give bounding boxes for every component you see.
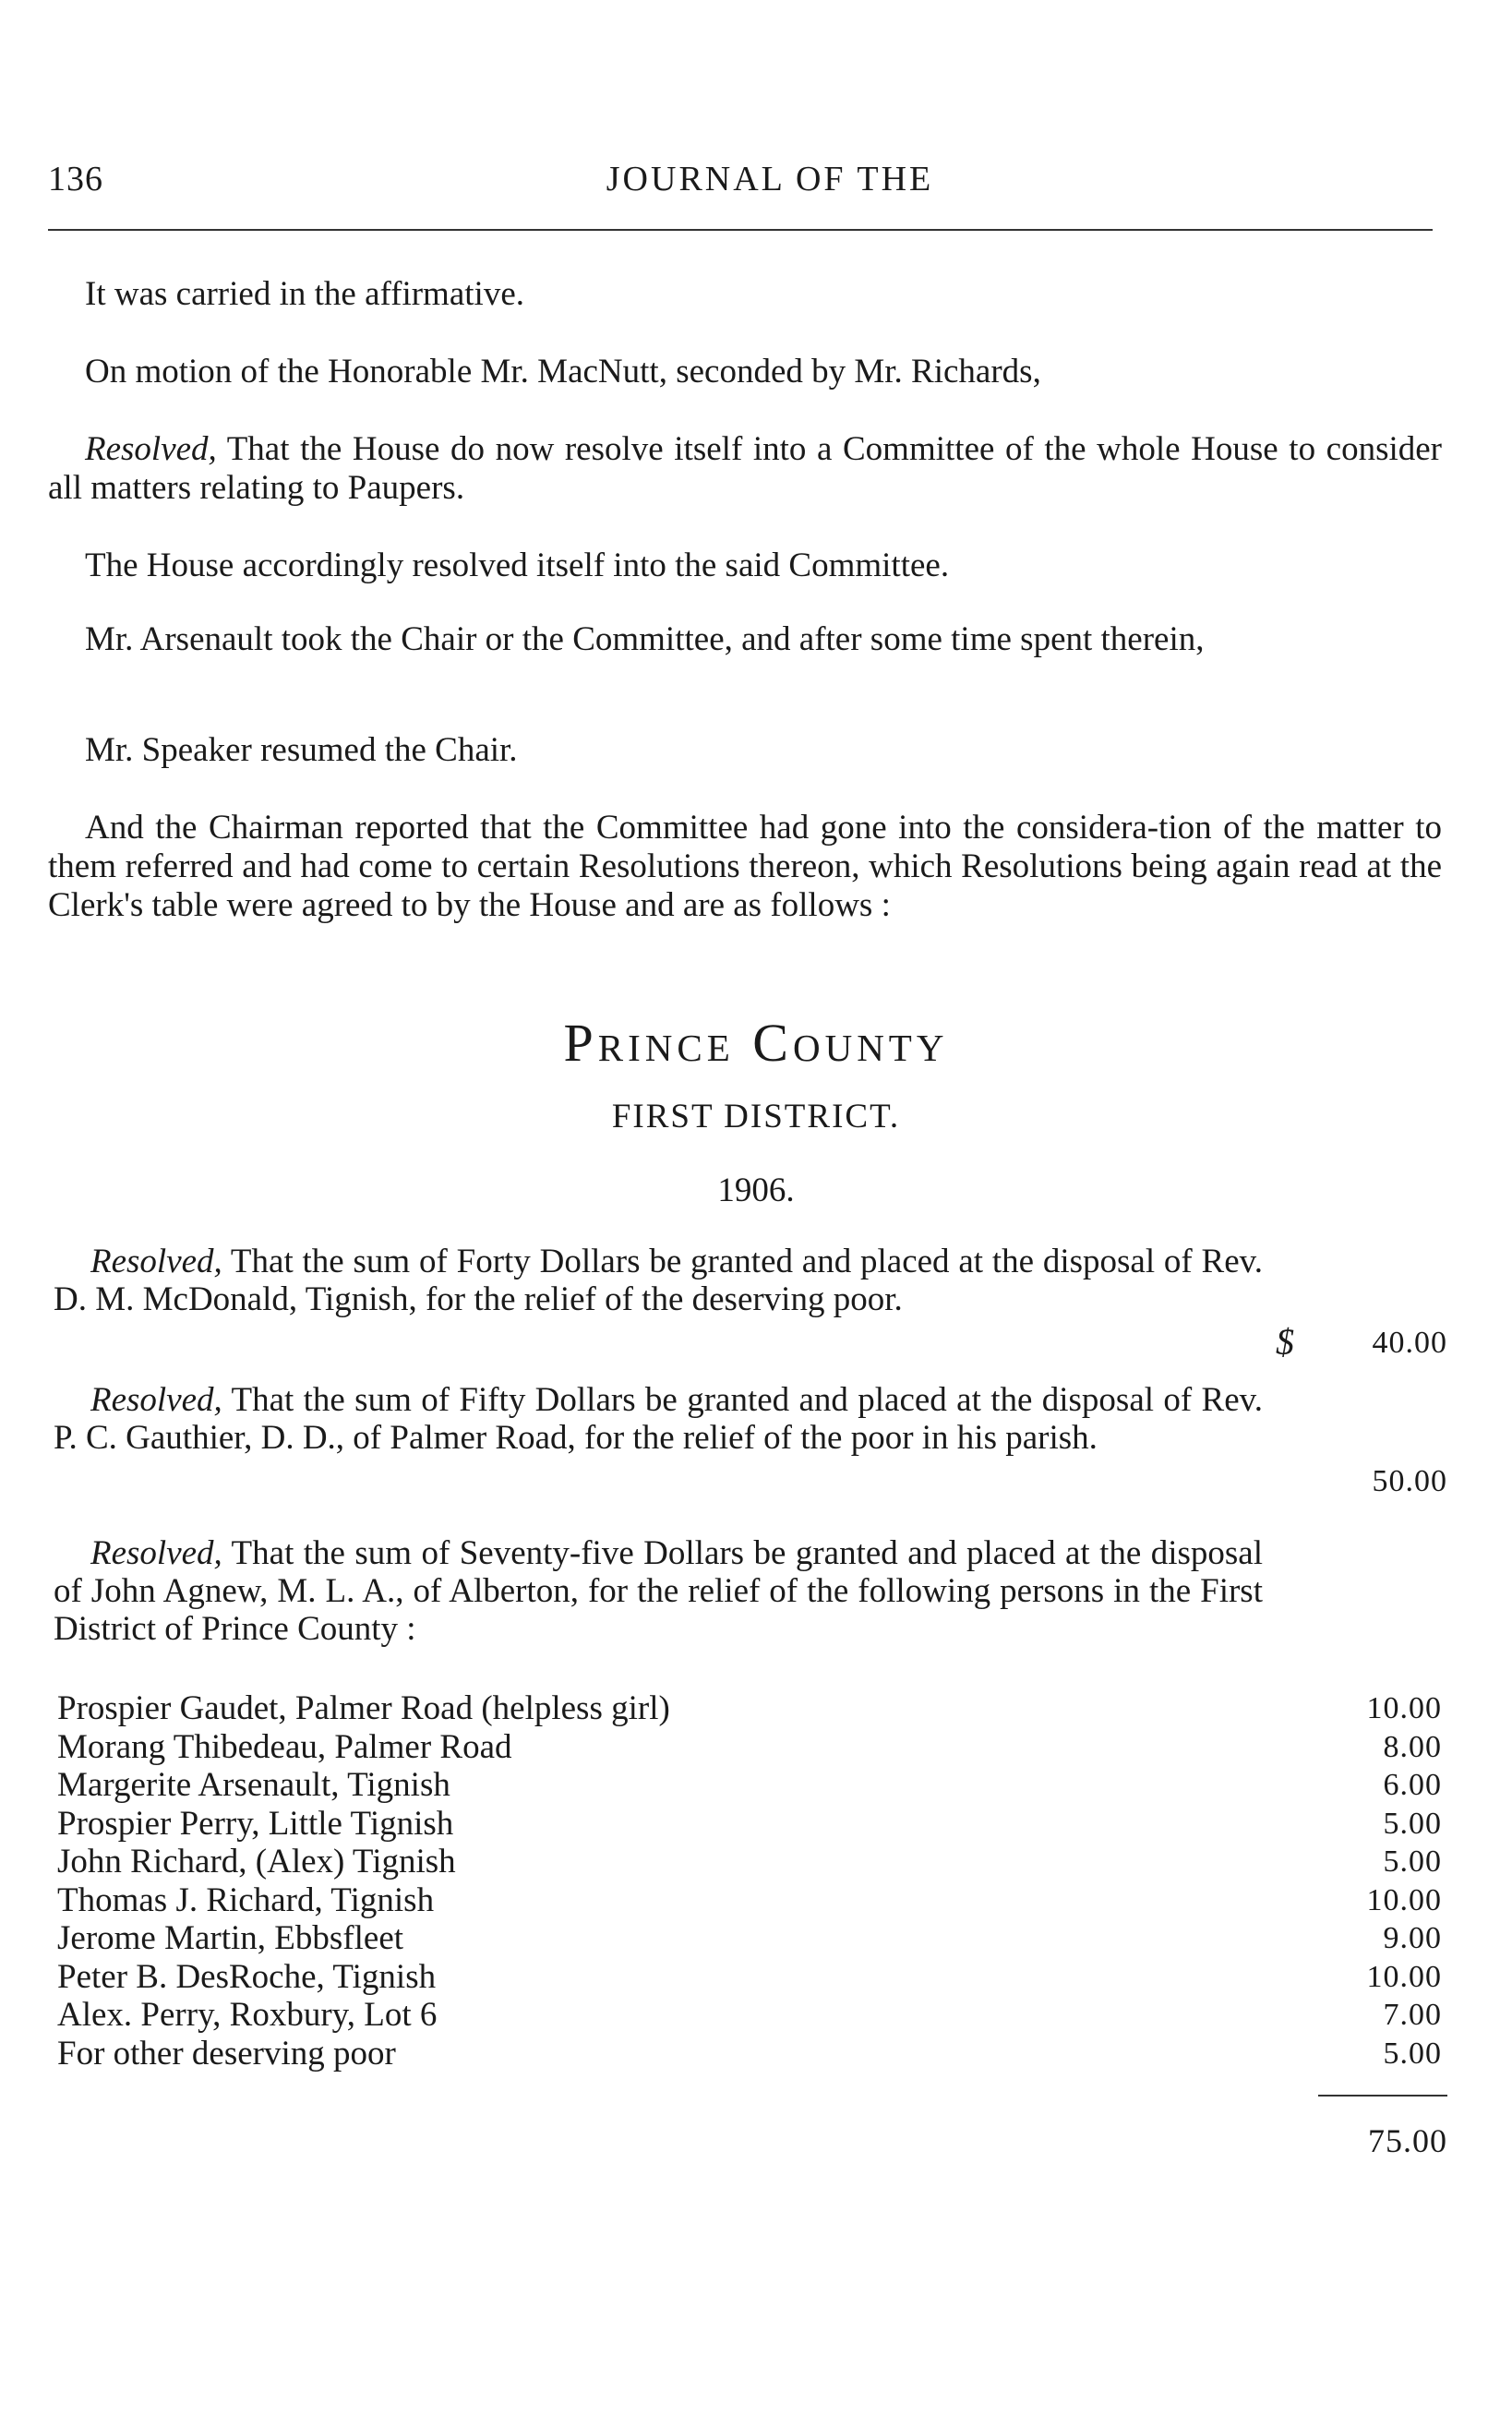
grant-resolution-3 [54, 1534, 1263, 1648]
page-number: 136 [48, 160, 103, 198]
person-name: Prospier Perry, Little Tignish [57, 1804, 454, 1843]
person-amount: 9.00 [1383, 1921, 1442, 1955]
total-rule [1318, 2095, 1447, 2097]
grant-resolution-1 [54, 1243, 1263, 1318]
grant-resolution-2 [54, 1381, 1263, 1457]
list-item [57, 2035, 1442, 2073]
page-header [48, 159, 1433, 205]
list-item [57, 1881, 1442, 1920]
person-name: John Richard, (Alex) Tignish [57, 1843, 456, 1880]
total-amount: 75.00 [1368, 2122, 1447, 2159]
dollar-sign: $ [1276, 1321, 1294, 1363]
running-head: JOURNAL OF THE [606, 160, 934, 198]
list-item [57, 1843, 1442, 1881]
person-amount: 10.00 [1366, 1959, 1442, 1994]
person-name: Jerome Martin, Ebbsfleet [57, 1919, 404, 1957]
list-item [57, 1728, 1442, 1767]
paragraph-motion: On motion of the Honorable Mr. MacNutt, seconded by Mr. Richards, [85, 353, 1041, 390]
person-name: Morang Thibedeau, Palmer Road [57, 1727, 512, 1766]
grant-amount-1: 40.00 [1372, 1326, 1447, 1360]
list-item [57, 1805, 1442, 1844]
resolution-text: That the House do now resolve itself into a Committee of the whole House to consider all matters relating to Paupers. [48, 430, 1442, 507]
grant-amount-2: 50.00 [1372, 1464, 1447, 1498]
grant-text: That the sum of Fifty Dollars be granted and placed at the disposal of Rev. P. C. Gauthier, D. D., of Palmer Road, for the relief of the poor in his parish. [54, 1381, 1263, 1457]
relief-persons-list [57, 1689, 1442, 2073]
list-item [57, 1689, 1442, 1728]
paragraph-affirmative: It was carried in the affirmative. [85, 275, 524, 313]
district-heading: FIRST DISTRICT. [611, 1098, 901, 1135]
list-item [57, 1766, 1442, 1805]
person-amount: 6.00 [1383, 1768, 1442, 1802]
person-amount: 5.00 [1383, 1844, 1442, 1879]
paragraph-resolution-committee [48, 430, 1442, 508]
resolved-label: Resolved, [85, 430, 217, 468]
paragraph-chairman-report: And the Chairman reported that the Committee had gone into the considera-tion of the matter to them referred and had come to certain Resolutions thereon, which Resolutions being again read at the Clerk's table were agreed to by the House and are as follows : [48, 809, 1442, 924]
paragraph-speaker: Mr. Speaker resumed the Chair. [85, 731, 518, 769]
person-amount: 5.00 [1383, 1806, 1442, 1841]
person-name: Margerite Arsenault, Tignish [57, 1766, 450, 1804]
person-name: Peter B. DesRoche, Tignish [57, 1957, 437, 1996]
person-amount: 5.00 [1383, 2036, 1442, 2071]
list-item [57, 1919, 1442, 1958]
person-name: For other deserving poor [57, 2034, 396, 2073]
resolved-label: Resolved, [90, 1381, 222, 1419]
person-amount: 10.00 [1366, 1882, 1442, 1917]
list-item [57, 1958, 1442, 1997]
person-amount: 7.00 [1383, 1998, 1442, 2032]
year-heading: 1906. [717, 1171, 795, 1209]
resolved-label: Resolved, [90, 1534, 222, 1572]
paragraph-chair: Mr. Arsenault took the Chair or the Committee, and after some time spent therein, [85, 620, 1205, 658]
paragraph-committee-resolved: The House accordingly resolved itself into the said Committee. [85, 547, 950, 584]
county-title: Prince County [563, 1013, 949, 1073]
grant-text: That the sum of Seventy-five Dollars be granted and placed at the disposal of John Agnew, M. L. A., of Alberton, for the relief of the following persons in the First District of Prince County : [54, 1534, 1263, 1648]
grant-text: That the sum of Forty Dollars be granted and placed at the disposal of Rev. D. M. McDonald, Tignish, for the relief of the deserving poor. [54, 1243, 1263, 1318]
person-name: Prospier Gaudet, Palmer Road (helpless girl) [57, 1689, 670, 1727]
person-name: Alex. Perry, Roxbury, Lot 6 [57, 1996, 438, 2034]
resolved-label: Resolved, [90, 1243, 222, 1280]
person-amount: 8.00 [1383, 1729, 1442, 1764]
person-name: Thomas J. Richard, Tignish [57, 1880, 435, 1919]
person-amount: 10.00 [1366, 1691, 1442, 1725]
header-rule [48, 229, 1433, 231]
list-item [57, 1996, 1442, 2035]
